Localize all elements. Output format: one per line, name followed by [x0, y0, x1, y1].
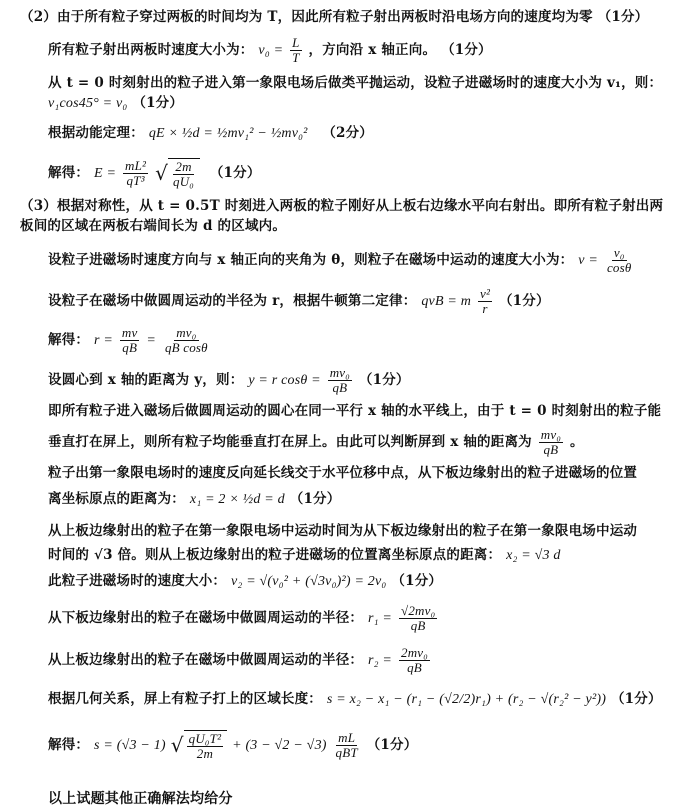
part3-line-7 [48, 428, 584, 457]
score: （1分） [209, 165, 261, 181]
footer-note [48, 790, 233, 808]
part3-line-6 [48, 402, 661, 420]
score: （1分） [498, 293, 550, 309]
fraction [123, 159, 148, 188]
denominator: cosθ [606, 260, 632, 275]
score: （1分） [132, 95, 184, 111]
part3-text: 设粒子在磁场中做圆周运动的半径为 r，根据牛顿第二定律： [48, 293, 417, 309]
numerator: √2mv₀ [401, 603, 436, 618]
denominator: qB [122, 340, 138, 355]
numerator: mv₀ [176, 325, 197, 340]
fraction [478, 287, 492, 316]
score: （1分） [358, 372, 410, 388]
denominator: qU₀ [173, 174, 195, 189]
part2-text: 根据动能定理： [48, 125, 144, 141]
score: （1分） [289, 491, 341, 507]
numerator: 2m [175, 159, 192, 174]
fraction [171, 160, 196, 189]
denominator: qB [332, 380, 348, 395]
part3-text: 从上板边缘射出的粒子在第一象限电场中运动时间为从下板边缘射出的粒子在第一象限电场中运动 [48, 523, 638, 539]
equation: v = [578, 253, 599, 268]
equals-sign: = [146, 333, 157, 348]
numerator: L [292, 35, 300, 50]
denominator: qBT [335, 745, 358, 760]
numerator: v₀ [613, 245, 625, 260]
fraction [163, 326, 210, 355]
part3-text: （3）根据对称性，从 t = 0.5T 时刻进入两板的粒子刚好从上板右边缘水平向右射出。即所有粒子射出两板间的区域在两板右端间长为 d 的区域内。 [20, 198, 664, 234]
part3-line-14 [48, 646, 432, 675]
fraction [187, 732, 224, 761]
score: （1分） [610, 691, 662, 707]
fraction [399, 604, 437, 633]
score: （2分） [322, 125, 373, 141]
equation: s = (√3 − 1) [94, 738, 166, 753]
part3-text: 设圆心到 x 轴的距离为 y，则： [48, 372, 244, 388]
denominator: qB [410, 618, 426, 633]
footer-text: 以上试题其他正确解法均给分 [48, 791, 233, 807]
equation: v₀ = [258, 43, 284, 58]
part2-text: 解得： [48, 165, 90, 181]
numerator: mv [121, 325, 138, 340]
part3-line-2 [48, 246, 635, 275]
equation: x₂ = √3 d [506, 548, 561, 563]
part2-line-5 [48, 124, 373, 143]
part3-line-1 [20, 196, 672, 236]
part3-line-12 [48, 572, 442, 591]
fraction [290, 36, 301, 65]
numerator: v² [479, 286, 491, 301]
square-root [171, 730, 228, 761]
part2-text: 所有粒子射出两板时速度大小为： [48, 42, 254, 58]
numerator: mL² [125, 158, 147, 173]
denominator: qB [543, 442, 559, 457]
part3-text: 解得： [48, 332, 90, 348]
numerator: mL [338, 730, 356, 745]
part3-line-15 [48, 690, 662, 709]
denominator: 2m [196, 746, 214, 761]
part3-text: 。 [569, 434, 584, 450]
numerator: qU₀T² [188, 731, 222, 746]
equation: r₂ = [368, 653, 393, 668]
part2-text: （2）由于所有粒子穿过两板的时间均为 T，因此所有粒子射出两板时沿电场方向的速度均为零 [20, 9, 593, 25]
equation: r = [94, 333, 114, 348]
part3-text: 从上板边缘射出的粒子在磁场中做圆周运动的半径： [48, 652, 364, 668]
score: （1分） [391, 573, 443, 589]
part3-text: 时间的 √3 倍。则从上板边缘射出的粒子进磁场的位置离坐标原点的距离： [48, 547, 502, 563]
part3-text: 垂直打在屏上，则所有粒子均能垂直打在屏上。由此可以判断屏到 x 轴的距离为 [48, 434, 532, 450]
denominator: qT³ [126, 173, 145, 188]
score: （1分） [441, 42, 492, 58]
part2-line-2 [48, 36, 492, 65]
part3-line-5 [48, 366, 410, 395]
part3-text: 设粒子进磁场时速度方向与 x 轴正向的夹角为 θ，则粒子在磁场中运动的速度大小为： [48, 252, 574, 268]
part3-line-8 [48, 464, 637, 482]
denominator: qB [407, 660, 422, 675]
equation: y = r cosθ = [248, 373, 321, 388]
equation: r₁ = [368, 611, 393, 626]
denominator: T [292, 50, 300, 65]
equation: qvB = m [421, 294, 472, 309]
equation: + (3 − √2 − √3) [232, 738, 327, 753]
part3-text: 从下板边缘射出的粒子在磁场中做圆周运动的半径： [48, 610, 364, 626]
fraction [605, 246, 634, 275]
part3-line-10 [48, 522, 637, 540]
equation: E = [94, 166, 117, 181]
equation: v₁cos45° = v₀ [48, 96, 128, 111]
square-root [155, 158, 200, 189]
part3-text: 离坐标原点的距离为： [48, 491, 185, 507]
part2-line-3 [48, 74, 662, 92]
fraction [539, 428, 563, 457]
part3-text: 根据几何关系，屏上有粒子打上的区域长度： [48, 691, 322, 707]
part3-text: 即所有粒子进入磁场后做圆周运动的圆心在同一平行 x 轴的水平线上，由于 t = 0 时刻射出的粒子能 [48, 403, 662, 419]
part3-line-13 [48, 604, 439, 633]
fraction [120, 326, 140, 355]
part2-text: 从 t = 0 时刻射出的粒子进入第一象限电场后做类平抛运动，设粒子进磁场时的速度大小为 v₁，则： [48, 75, 663, 91]
equation: qE × ½d = ½mv₁² − ½mv₀² [148, 126, 308, 141]
part3-text: 此粒子进磁场时的速度大小： [48, 573, 227, 589]
part2-text: ，方向沿 x 轴正向。 [308, 42, 437, 58]
fraction [399, 646, 430, 675]
fraction [334, 731, 360, 760]
part3-line-11 [48, 546, 561, 565]
part2-line-6 [48, 158, 261, 189]
part3-line-16 [48, 730, 417, 761]
denominator: qB cosθ [164, 340, 208, 355]
numerator: mv₀ [329, 365, 350, 380]
equation: s = x₂ − x₁ − (r₁ − (√2/2)r₁) + (r₂ − √(r₂² − y²)) [326, 692, 607, 707]
fraction [328, 366, 352, 395]
part2-line-1 [20, 8, 648, 26]
score: （1分） [366, 737, 418, 753]
numerator: 2mv₀ [401, 645, 428, 660]
score: （1分） [597, 9, 649, 25]
part3-text: 解得： [48, 737, 90, 753]
equation: x₁ = 2 × ½d = d [189, 492, 285, 507]
part3-line-3 [48, 287, 550, 316]
part3-text: 粒子出第一象限电场时的速度反向延长线交于水平位移中点，从下板边缘射出的粒子进磁场的位置 [48, 465, 638, 481]
radical-sign: √ [155, 161, 169, 185]
denominator: r [482, 301, 488, 316]
part3-line-9 [48, 490, 340, 509]
part3-line-4 [48, 326, 212, 355]
equation: v₂ = √(v₀² + (√3v₀)²) = 2v₀ [231, 574, 387, 589]
numerator: mv₀ [540, 427, 562, 442]
radical-sign: √ [170, 733, 184, 757]
part2-line-4 [48, 94, 183, 113]
